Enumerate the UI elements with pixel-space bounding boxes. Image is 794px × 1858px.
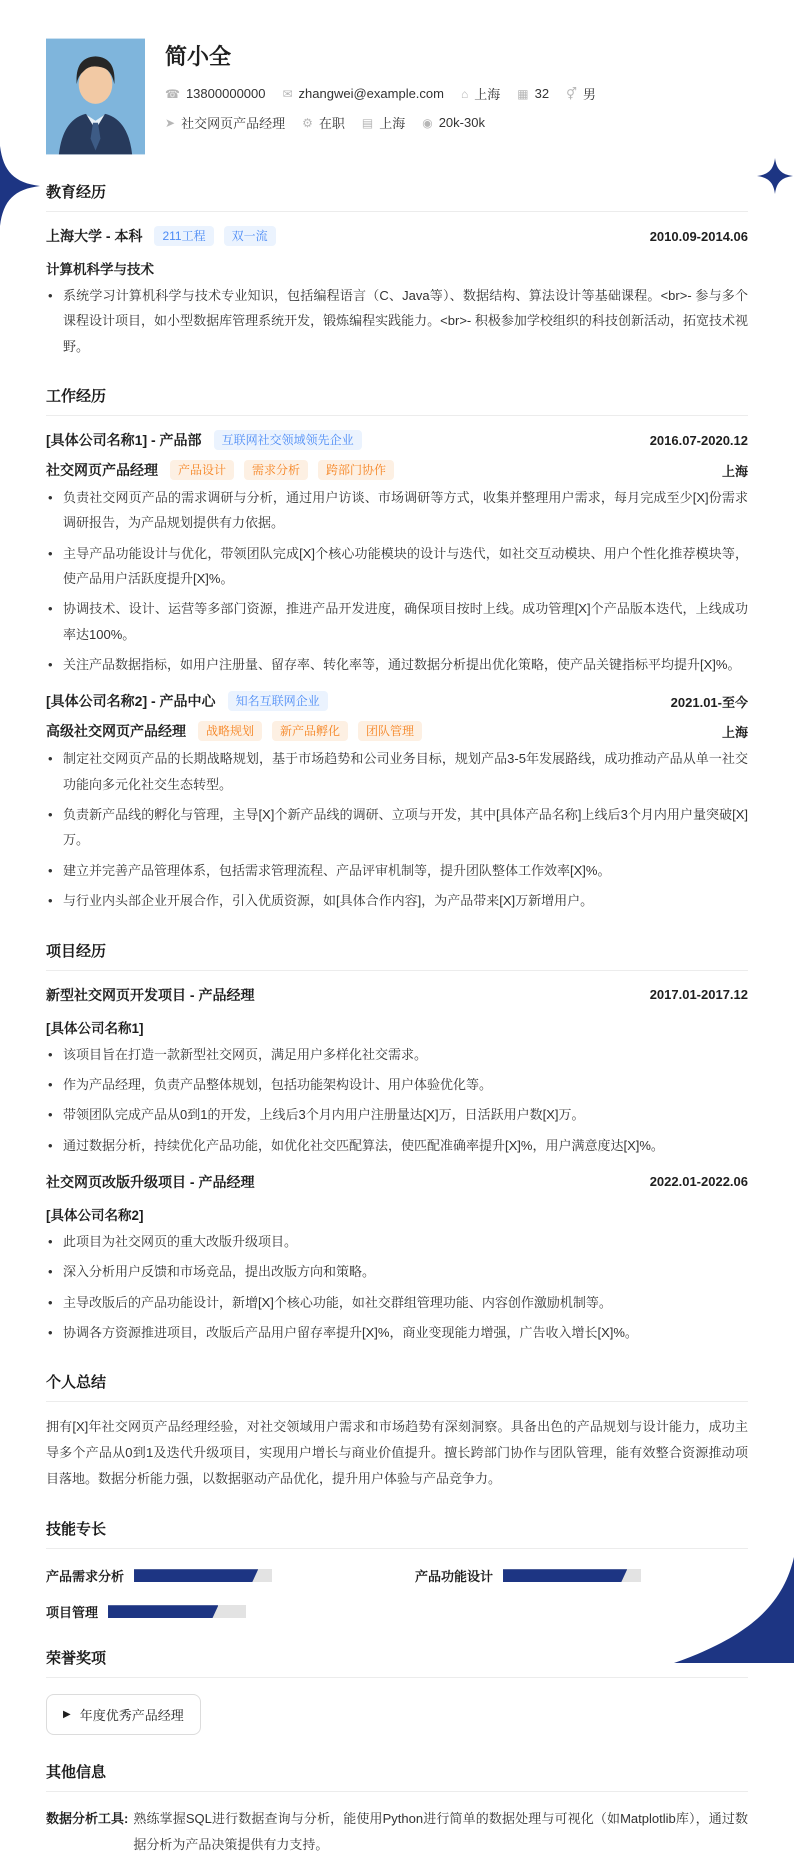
target-city-item: [362, 113, 405, 132]
bullet-text: 作为产品经理，负责产品整体规划，包括功能架构设计、用户体验优化等。: [63, 1076, 493, 1092]
bullet-item: [46, 541, 748, 592]
bullet-item: [46, 485, 748, 536]
project-entry: [46, 985, 748, 1158]
bullet-text: 带领团队完成产品从0到1的开发，上线后3个月内用户注册量达[X]万，日活跃用户数[X]万。: [63, 1107, 585, 1123]
bullet-item: [46, 1102, 748, 1127]
skill-name: 产品功能设计: [415, 1569, 494, 1585]
work-section-title: 工作经历: [46, 385, 748, 416]
header-info: [165, 38, 596, 155]
summary-text: 拥有[X]年社交网页产品经理经验，对社交领域用户需求和市场趋势有深刻洞察。具备出色的产品规划与设计能力，成功主导多个产品从0到1及迭代升级项目，实现用户增长与商业价值提升。擅长跨部门协作与团队管理，能有效整合资源推动项目落地。数据分析能力强，以数据驱动产品优化，提升用户体验与产品竞争力。: [46, 1419, 748, 1487]
school-name: 上海大学 - 本科: [46, 228, 143, 244]
target-position-value: 社交网页产品经理: [181, 116, 286, 131]
summary-section-title: 个人总结: [46, 1371, 748, 1402]
location-icon: ⌂: [460, 86, 469, 101]
project-company: [具体公司名称1]: [46, 1020, 144, 1036]
skills-section-title: 技能专长: [46, 1518, 748, 1549]
bullet-item: [46, 1290, 748, 1315]
project-date: 2017.01-2017.12: [649, 987, 748, 1002]
project-entry: [46, 1172, 748, 1345]
projects-section: [46, 940, 748, 1346]
other-info-section-title: 其他信息: [46, 1761, 748, 1792]
company-header: [46, 430, 748, 450]
bullet-item: [46, 1133, 748, 1158]
work-entry: [46, 430, 748, 677]
age-value: 32: [534, 86, 550, 101]
company-name: [具体公司名称2] - 产品中心: [46, 693, 216, 710]
phone-icon: ☎: [165, 86, 180, 101]
work-bullets: [46, 746, 748, 913]
city-icon: ▤: [361, 115, 374, 130]
work-bullets: [46, 485, 748, 677]
honor-label: 年度优秀产品经理: [79, 1708, 184, 1724]
gender-icon: ⚥: [566, 86, 577, 101]
role-tag: 团队管理: [358, 721, 422, 741]
skill-bar: [503, 1569, 641, 1582]
major-name: 计算机科学与技术: [46, 262, 154, 277]
work-date: 2016.07-2020.12: [649, 432, 748, 448]
bullet-item: [46, 1042, 748, 1067]
company-name: [具体公司名称1] - 产品部: [46, 432, 202, 449]
project-bullets: [46, 1042, 748, 1158]
skill-bar: [134, 1569, 272, 1582]
role-header: [46, 460, 748, 480]
email-icon: ✉: [282, 86, 293, 101]
bullet-text: 主导改版后的产品功能设计，新增[X]个核心功能，如社交群组管理功能、内容创作激励机制等。: [63, 1294, 612, 1310]
bullet-item: [46, 1072, 748, 1097]
role-header: [46, 721, 748, 741]
location-value: 上海: [474, 87, 501, 102]
bullet-text: 负责社交网页产品的需求调研与分析，通过用户访谈、市场调研等方式，收集并整理用户需求，每月完成至少[X]份需求调研报告，为产品规划提供有力依据。: [63, 490, 748, 531]
work-entry: [46, 691, 748, 913]
role-tags: [170, 460, 394, 480]
project-name: 新型社交网页开发项目 - 产品经理: [46, 986, 255, 1003]
bullet-text: 制定社交网页产品的长期战略规划，基于市场趋势和公司业务目标，规划产品3-5年发展路线，成功推动产品从单一社交功能向多元化社交生态转型。: [63, 751, 748, 792]
company-header: [46, 691, 748, 711]
summary-section: [46, 1371, 748, 1492]
other-info-row: [46, 1806, 748, 1858]
bullet-item: [46, 802, 748, 853]
bullet-item: [46, 596, 748, 647]
skill-item: [46, 1602, 379, 1621]
skill-item: [415, 1566, 748, 1585]
target-position-item: [165, 113, 285, 132]
project-bullets: [46, 1229, 748, 1345]
school-tag: 211工程: [154, 226, 213, 246]
role-tag: 产品设计: [170, 460, 234, 480]
skill-bar: [108, 1605, 246, 1618]
role-tag: 战略规划: [198, 721, 262, 741]
role-tag: 新产品孵化: [272, 721, 348, 741]
bullet-item: [46, 746, 748, 797]
project-date: 2022.01-2022.06: [649, 1174, 748, 1190]
salary-value: 20k-30k: [438, 115, 485, 130]
skills-grid: [46, 1566, 748, 1621]
skill-name: 项目管理: [46, 1605, 99, 1621]
phone-value: 13800000000: [185, 86, 266, 101]
status-icon: ⚙: [302, 115, 313, 130]
email-item: [282, 86, 444, 101]
skill-name: 产品需求分析: [46, 1569, 125, 1585]
project-header: [46, 1172, 748, 1192]
school-tags: [154, 226, 275, 246]
honors-section-title: 荣誉奖项: [46, 1647, 748, 1678]
skill-item: [46, 1566, 379, 1585]
education-date: 2010.09-2014.06: [649, 228, 748, 244]
project-company: [具体公司名称2]: [46, 1207, 144, 1223]
position-icon: ➤: [165, 115, 176, 130]
education-section: [46, 181, 748, 359]
bullet-item: [46, 283, 748, 359]
email-value: zhangwei@example.com: [298, 86, 444, 101]
project-header: [46, 985, 748, 1005]
work-section: [46, 385, 748, 913]
work-location: 上海: [721, 724, 748, 740]
bullet-text: 系统学习计算机科学与技术专业知识，包括编程语言（C、Java等）、数据结构、算法设计等基础课程。<br>- 参与多个课程设计项目，如小型数据库管理系统开发，锻炼编程实践能力。<br>- 积极参加学校组织的科技创新活动，拓宽技术视野。: [63, 288, 748, 354]
resume-header: [46, 0, 748, 155]
company-tags: [228, 691, 328, 711]
role-tag: 需求分析: [244, 460, 308, 480]
job-status-value: 在职: [318, 116, 345, 131]
skill-bar-fill: [108, 1605, 218, 1618]
age-item: [517, 86, 549, 101]
bullet-text: 负责新产品线的孵化与管理，主导[X]个新产品线的调研、立项与开发，其中[具体产品名称]上线后3个月内用户量突破[X]万。: [63, 807, 748, 848]
bullet-text: 此项目为社交网页的重大改版升级项目。: [63, 1233, 298, 1249]
role-title: 高级社交网页产品经理: [46, 723, 186, 740]
bullet-item: [46, 1229, 748, 1254]
school-tag: 双一流: [224, 226, 276, 246]
bullet-item: [46, 1259, 748, 1284]
skills-section: [46, 1518, 748, 1621]
bullet-text: 协调各方资源推进项目，改版后产品用户留存率提升[X]%，商业变现能力增强，广告收入增长[X]%。: [63, 1324, 638, 1340]
company-tag: 互联网社交领域领先企业: [214, 430, 362, 450]
phone-item: [165, 86, 265, 101]
education-entry-header: [46, 226, 748, 246]
candidate-name: 简小全: [165, 44, 232, 69]
bullet-item: [46, 1320, 748, 1345]
bullet-text: 关注产品数据指标，如用户注册量、留存率、转化率等，通过数据分析提出优化策略，使产品关键指标平均提升[X]%。: [63, 657, 741, 673]
target-city-value: 上海: [379, 116, 406, 131]
honors-section: [46, 1647, 748, 1735]
other-info-text: 熟练掌握SQL进行数据查询与分析，能使用Python进行简单的数据处理与可视化（如Matplotlib库），通过数据分析为产品决策提供有力支持。: [133, 1811, 748, 1853]
salary-item: [422, 115, 485, 130]
bullet-text: 协调技术、设计、运营等多部门资源，推进产品开发进度，确保项目按时上线。成功管理[X]个产品版本迭代，上线成功率达100%。: [63, 601, 748, 642]
other-info-section: [46, 1761, 748, 1858]
work-location: 上海: [721, 463, 748, 479]
other-info-label: 数据分析工具:: [46, 1811, 129, 1827]
project-name: 社交网页改版升级项目 - 产品经理: [46, 1173, 255, 1190]
gender-item: [566, 84, 596, 103]
skill-bar-fill: [503, 1569, 627, 1582]
location-item: [461, 84, 500, 103]
play-icon: ▶: [63, 1708, 71, 1720]
job-status-item: [302, 113, 345, 132]
role-tag: 跨部门协作: [318, 460, 394, 480]
company-tag: 知名互联网企业: [228, 691, 328, 711]
bullet-text: 与行业内头部企业开展合作，引入优质资源，如[具体合作内容]，为产品带来[X]万新增用户。: [63, 893, 594, 909]
role-title: 社交网页产品经理: [46, 462, 158, 479]
bullet-text: 深入分析用户反馈和市场竞品，提出改版方向和策略。: [63, 1264, 376, 1280]
honor-item[interactable]: [46, 1694, 201, 1735]
education-bullets: [46, 283, 748, 359]
bullet-item: [46, 888, 748, 913]
role-tags: [198, 721, 422, 741]
projects-section-title: 项目经历: [46, 940, 748, 971]
education-section-title: 教育经历: [46, 181, 748, 212]
bullet-item: [46, 652, 748, 677]
age-icon: ▦: [517, 86, 529, 101]
salary-icon: ◉: [422, 115, 433, 130]
bullet-item: [46, 858, 748, 883]
bullet-text: 主导产品功能设计与优化，带领团队完成[X]个核心功能模块的设计与迭代，如社交互动模块、用户个性化推荐模块等，使产品用户活跃度提升[X]%。: [63, 545, 748, 587]
job-intent-row: [165, 113, 596, 132]
profile-photo-placeholder: [46, 38, 145, 155]
profile-photo: [46, 38, 145, 155]
company-tags: [214, 430, 362, 450]
contact-row: [165, 84, 596, 103]
bullet-text: 该项目旨在打造一款新型社交网页，满足用户多样化社交需求。: [63, 1046, 428, 1062]
gender-value: 男: [582, 87, 596, 102]
bullet-text: 建立并完善产品管理体系，包括需求管理流程、产品评审机制等，提升团队整体工作效率[X]%。: [63, 862, 611, 878]
bullet-text: 通过数据分析，持续优化产品功能，如优化社交匹配算法，使匹配准确率提升[X]%，用户满意度达[X]%。: [63, 1137, 664, 1153]
work-date: 2021.01-至今: [670, 694, 748, 710]
skill-bar-fill: [134, 1569, 258, 1582]
